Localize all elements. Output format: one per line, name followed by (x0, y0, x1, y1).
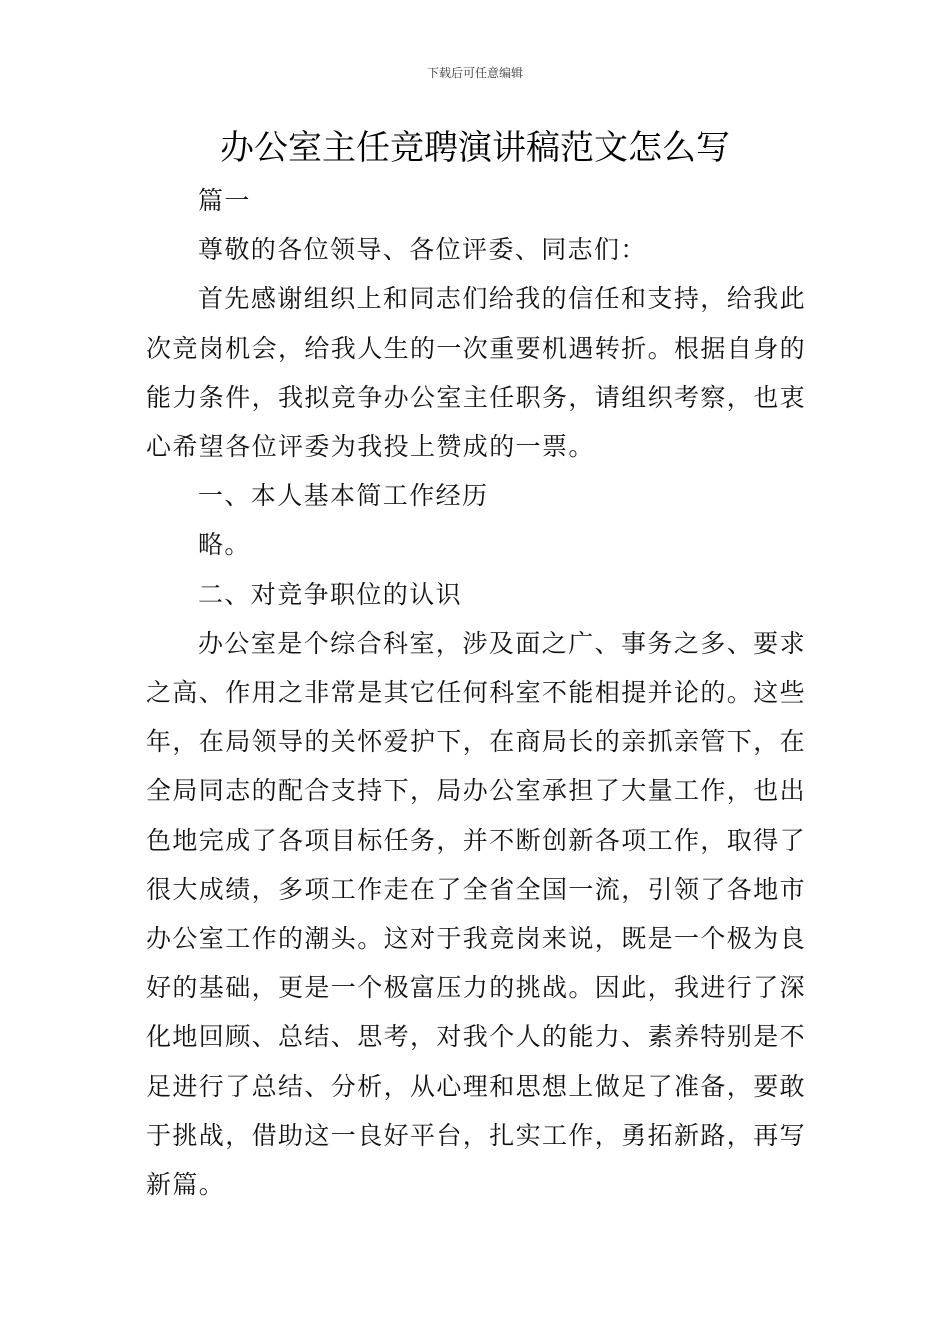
body-paragraph-office-role: 办公室是个综合科室，涉及面之广、事务之多、要求之高、作用之非常是其它任何科室不能相提并论的。这些年，在局领导的关怀爱护下，在商局长的亲抓亲管下，在全局同志的配合支持下，局办公室承担了大量工作，也出色地完成了各项目标任务，并不断创新各项工作，取得了很大成绩，多项工作走在了全省全国一流，引领了各地市办公室工作的潮头。这对于我竞岗来说，既是一个极为良好的基础，更是一个极富压力的挑战。因此，我进行了深化地回顾、总结、思考，对我个人的能力、素养特别是不足进行了总结、分析，从心理和思想上做足了准备，要敢于挑战，借助这一良好平台，扎实工作，勇拓新路，再写新篇。 (146, 628, 807, 1200)
section-heading-part-one: 篇一 (198, 186, 251, 215)
section-heading-work-history: 一、本人基本简工作经历 (198, 481, 489, 511)
document-title: 办公室主任竞聘演讲稿范文怎么写 (220, 128, 730, 168)
document-body (146, 176, 806, 1209)
page-header-note: 下载后可任意编辑 (426, 66, 523, 80)
body-paragraph-intro: 首先感谢组织上和同志们给我的信任和支持，给我此次竞岗机会，给我人生的一次重要机遇转折。根据自身的能力条件，我拟竞争办公室主任职务，请组织考察，也衷心希望各位评委为我投上赞成的一票。 (146, 284, 807, 462)
salutation: 尊敬的各位领导、各位评委、同志们： (198, 235, 647, 265)
section-heading-position-understanding: 二、对竞争职位的认识 (198, 579, 463, 609)
body-paragraph-omitted: 略。 (198, 530, 251, 560)
